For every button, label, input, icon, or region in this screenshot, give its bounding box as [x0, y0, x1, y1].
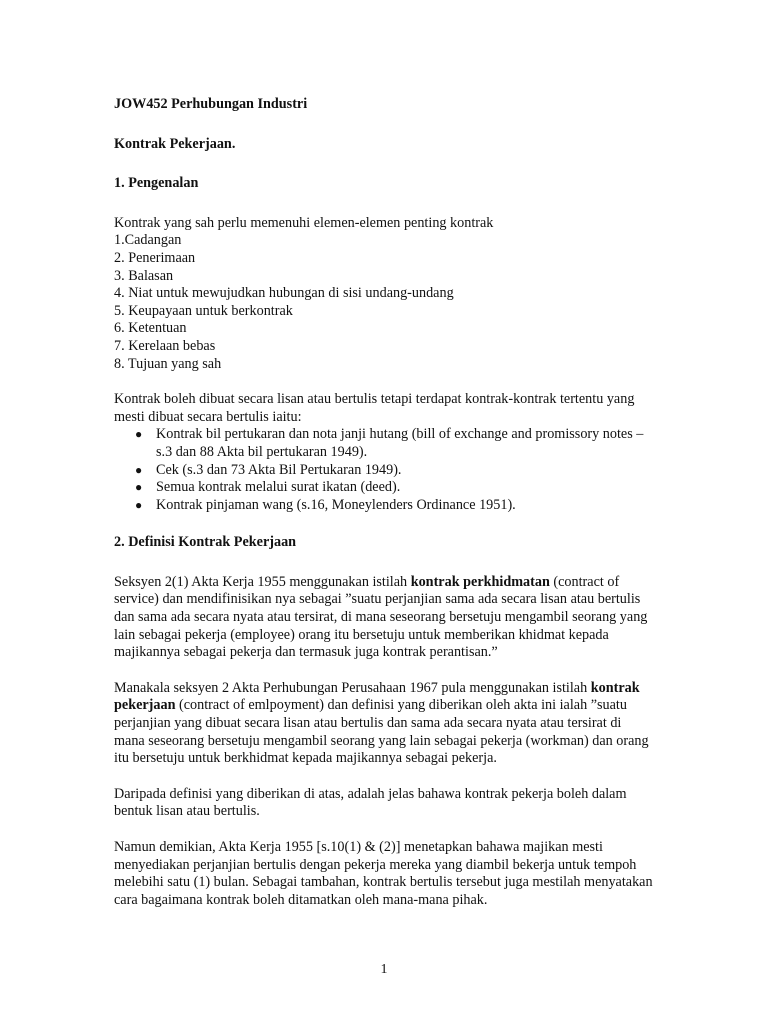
elements-intro: Kontrak yang sah perlu memenuhi elemen-elemen penting kontrak [114, 214, 494, 231]
paragraph-written-requirement: Namun demikian, Akta Kerja 1955 [s.10(1) & (2)] menetapkan bahawa majikan mesti menyediakan perjanjian bertulis dengan pekerja mereka yang diambil bekerja untuk tempoh melebihi satu (1) bulan. Sebagai tambahan, kontrak bertulis tersebut juga mestilah menyatakan cara bagaimana kontrak boleh ditamatkan oleh mana-mana pihak. [114, 839, 653, 908]
bullet-item [135, 426, 654, 461]
list-item: 8. Tujuan yang sah [114, 355, 222, 372]
bullet-item [135, 479, 654, 497]
list-item: 5. Keupayaan untuk berkontrak [114, 302, 293, 319]
list-item: 3. Balasan [114, 267, 174, 284]
paragraph-text: (contract of service) dan mendifinisikan nya sebagai ”suatu perjanjian sama ada secara lisan atau bertulis dan sama ada secara nyata atau tersirat, di mana seseorang bersetuju mengambil seorang yang lain sebagai pekerja (employee) orang itu bersetuju untuk memberikan khidmat kepada majikannya sebagai pekerja dan termasuk juga kontrak perantisan.” [114, 573, 648, 661]
paragraph-conclusion: Daripada definisi yang diberikan di atas, adalah jelas bahawa kontrak pekerja boleh dalam bentuk lisan atau bertulis. [114, 785, 627, 820]
bullet-item [135, 461, 654, 480]
bullet-text: Kontrak bil pertukaran dan nota janji hutang (bill of exchange and promissory notes – s.3 dan 88 Akta bil pertukaran 1949). [156, 426, 644, 460]
contract-elements-list [114, 232, 654, 373]
bullet-icon: ● [135, 427, 143, 442]
bullet-icon: ● [135, 480, 143, 495]
paragraph-akta-perhubungan [114, 680, 654, 768]
list-item: 2. Penerimaan [114, 249, 196, 266]
section-heading-definisi: 2. Definisi Kontrak Pekerjaan [114, 534, 297, 551]
bullet-text: Cek (s.3 dan 73 Akta Bil Pertukaran 1949). [156, 461, 402, 478]
document-body [114, 96, 654, 927]
section-heading-pengenalan: 1. Pengenalan [114, 175, 199, 192]
bullet-text: Kontrak pinjaman wang (s.16, Moneylenders Ordinance 1951). [156, 496, 516, 513]
bullet-icon: ● [135, 462, 143, 477]
term-kontrak-pekerjaan: kontrak pekerjaan [114, 679, 640, 714]
page-number: 1 [380, 962, 388, 977]
list-item: 6. Ketentuan [114, 320, 187, 337]
paragraph-text: Manakala seksyen 2 Akta Perhubungan Perusahaan 1967 pula menggunakan istilah [114, 679, 591, 696]
bullet-icon: ● [135, 497, 143, 512]
bullet-item [135, 496, 654, 515]
paragraph-akta-kerja [114, 574, 654, 662]
list-item: 1.Cadangan [114, 232, 182, 249]
document-title: JOW452 Perhubungan Industri [114, 96, 308, 112]
written-contracts-list [114, 426, 654, 514]
written-contracts-intro: Kontrak boleh dibuat secara lisan atau bertulis tetapi terdapat kontrak-kontrak tertentu yang mesti dibuat secara bertulis iaitu: [114, 391, 635, 425]
paragraph-text: Seksyen 2(1) Akta Kerja 1955 menggunakan istilah [114, 573, 411, 590]
list-item: 4. Niat untuk mewujudkan hubungan di sisi undang-undang [114, 285, 454, 302]
term-kontrak-perkhidmatan: kontrak perkhidmatan [410, 573, 550, 590]
paragraph-text: (contract of emlpoyment) dan definisi yang diberikan oleh akta ini ialah ”suatu perjanjian yang dibuat secara lisan atau bertulis dan sama ada secara nyata atau tersirat di mana seseorang bersetuju mengambil seorang yang lain sebagai pekerja (workman) dan orang itu bersetuju untuk berkhidmat kepada majikannya sebagai pekerja. [114, 697, 649, 767]
bullet-text: Semua kontrak melalui surat ikatan (deed). [156, 479, 401, 496]
list-item: 7. Kerelaan bebas [114, 337, 216, 354]
document-subtitle: Kontrak Pekerjaan. [114, 135, 236, 152]
